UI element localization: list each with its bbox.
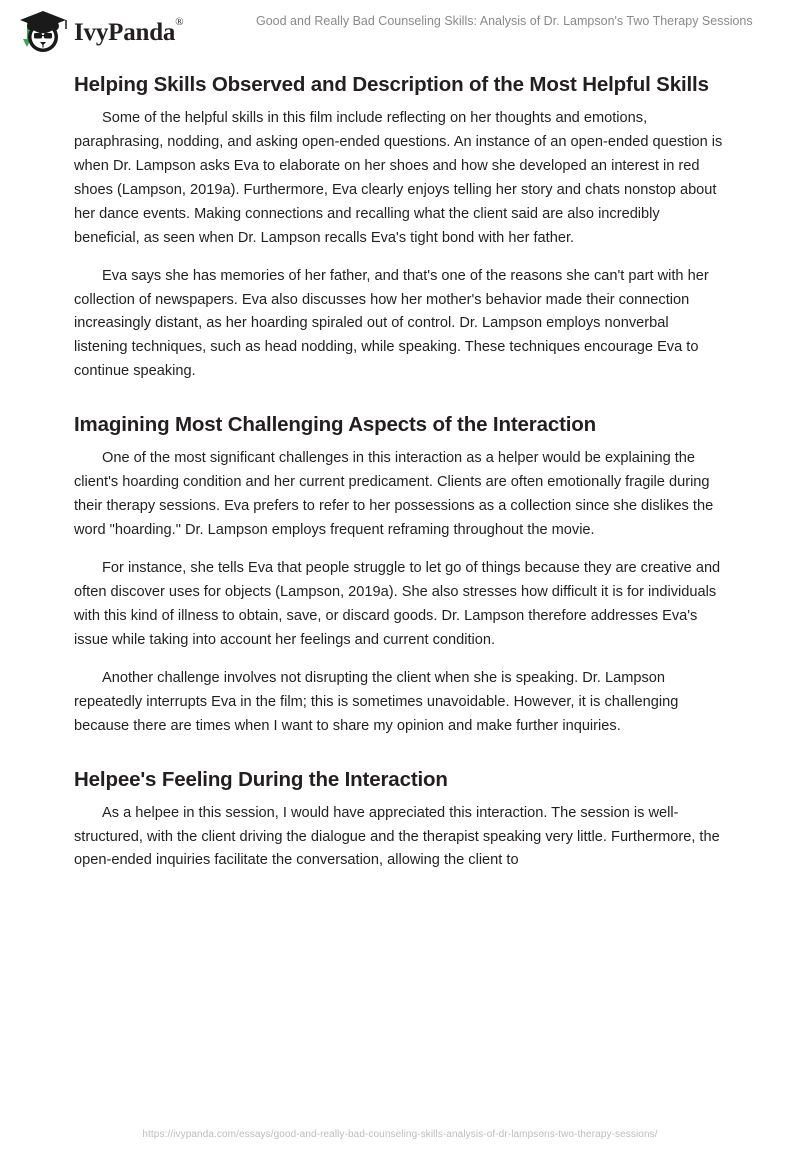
page-footer xyxy=(0,1124,800,1142)
paragraph: Eva says she has memories of her father, and that's one of the reasons she can't part with her collection of newspapers. Eva also discusses how her mother's behavior made their connection increasingly distant, as her hoarding spiraled out of control. Dr. Lampson employs nonverbal listening techniques, such as head nodding, while speaking. These techniques encourage Eva to continue speaking. xyxy=(74,267,709,380)
paragraph: Some of the helpful skills in this film include reflecting on her thoughts and emotions, paraphrasing, nodding, and asking open-ended questions. An instance of an open-ended question is when Dr. Lampson asks Eva to elaborate on her shoes and how she developed an interest in red shoes (Lampson, 2019a). Furthermore, Eva clearly enjoys telling her story and chats nonstop about her dance events. Making connections and recalling what the client said are also incredibly beneficial, as seen when Dr. Lampson recalls Eva's tight bond with her father. xyxy=(74,110,723,246)
section-heading-challenging-aspects: Imagining Most Challenging Aspects of the Interaction xyxy=(74,413,597,437)
brand-name-text: IvyPanda xyxy=(74,18,176,46)
page-header xyxy=(0,0,800,62)
paragraph: Another challenge involves not disrupting the client when she is speaking. Dr. Lampson repeatedly interrupts Eva in the film; this is sometimes unavoidable. However, it is challenging because there are times when I want to share my opinion and make further inquiries. xyxy=(74,669,679,734)
paragraph: One of the most significant challenges in this interaction as a helper would be explaining the client's hoarding condition and her current predicament. Clients are often emotionally fragile during their therapy sessions. Eva prefers to refer to her possessions as a collection since she dislikes the word "hoarding." Dr. Lampson employs frequent reframing throughout the movie. xyxy=(74,450,714,539)
brand-wordmark xyxy=(74,16,184,46)
section-heading-helpee-feeling: Helpee's Feeling During the Interaction xyxy=(74,767,448,791)
document-title: Good and Really Bad Counseling Skills: Analysis of Dr. Lampson's Two Therapy Sessions xyxy=(256,14,753,28)
brand-logo-link[interactable] xyxy=(12,8,183,54)
panda-graduate-logo-icon xyxy=(12,8,68,54)
paragraph: For instance, she tells Eva that people struggle to let go of things because they are creative and often discover uses for objects (Lampson, 2019a). She also stresses how difficult it is for individuals with this kind of illness to obtain, save, or discard goods. Dr. Lampson therefore addresses Eva's issue while taking into account her feelings and current condition. xyxy=(74,560,721,648)
article-body xyxy=(74,70,726,873)
source-url-link[interactable]: https://ivypanda.com/essays/good-and-really-bad-counseling-skills-analysis-of-dr-lampsons-two-therapy-sessions/ xyxy=(142,1129,658,1140)
paragraph: As a helpee in this session, I would have appreciated this interaction. The session is well-structured, with the client driving the dialogue and the therapist speaking very little. Furthermore, the open-ended inquiries facilitate the conversation, allowing the client to xyxy=(74,804,720,869)
registered-trademark-mark: ® xyxy=(175,16,184,29)
section-heading-helping-skills: Helping Skills Observed and Description of the Most Helpful Skills xyxy=(74,73,709,96)
